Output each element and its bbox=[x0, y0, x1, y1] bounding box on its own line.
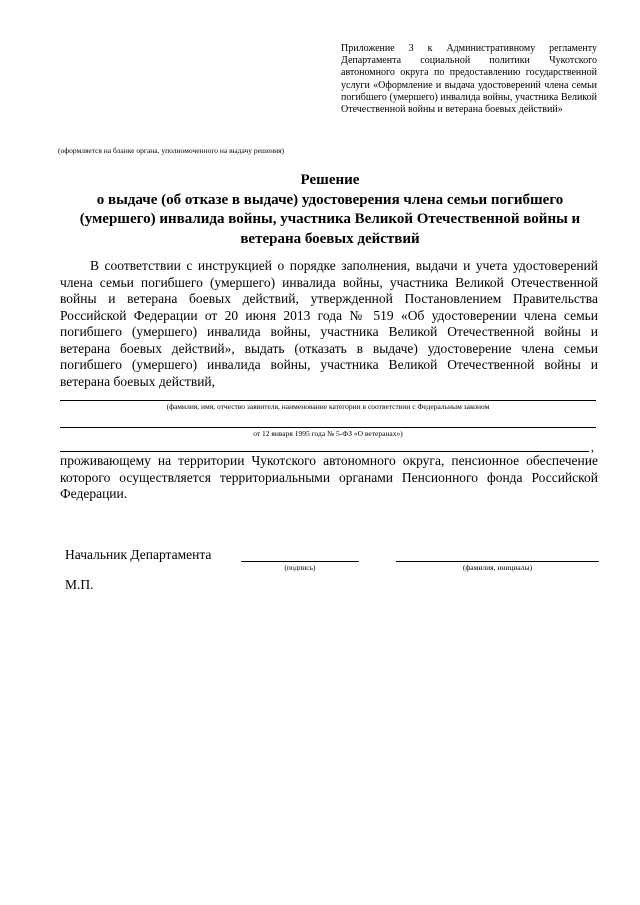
signatory-title: Начальник Департамента bbox=[65, 547, 212, 562]
appendix-note: Приложение 3 к Административному регламенту Департамента социальной политики Чукотского автономного округа по предоставлению государственной услуги «Оформление и выдача удостоверений члена семьи погибшего (умершего) инвалида войны, участника Великой Отечественной войны и ветерана боевых действий» bbox=[341, 43, 597, 116]
applicant-line bbox=[60, 400, 596, 401]
signature-caption: (подпись) bbox=[284, 563, 316, 572]
title-line-1: Решение bbox=[300, 172, 360, 188]
title-line-4: ветерана боевых действий bbox=[240, 230, 420, 247]
category-line bbox=[60, 427, 596, 428]
extra-line bbox=[60, 451, 589, 452]
applicant-caption: (фамилия, имя, отчество заявителя, наименование категории в соответствии с Федеральным законом bbox=[166, 402, 490, 411]
law-caption: от 12 января 1995 года № 5-ФЗ «О ветеранах») bbox=[253, 429, 403, 438]
signature-line bbox=[241, 561, 359, 562]
document-title bbox=[60, 171, 600, 249]
closing-paragraph: проживающему на территории Чукотского автономного округа, пенсионное обеспечение которого осуществляется территориальными органами Пенсионного фонда Российской Федерации. bbox=[60, 453, 598, 501]
name-line bbox=[396, 561, 599, 562]
blank-note: (оформляется на бланке органа, уполномоченного на выдачу решения) bbox=[58, 146, 285, 155]
name-caption: (фамилия, инициалы) bbox=[462, 563, 533, 572]
title-line-3: (умершего) инвалида войны, участника Великой Отечественной войны и bbox=[79, 211, 581, 227]
body-paragraph: В соответствии с инструкцией о порядке заполнения, выдачи и учета удостоверений члена семьи погибшего (умершего) инвалида войны, участника Великой Отечественной войны и ветерана боевых действий, утвержденной Постановлением Правительства Российской Федерации от 20 июня 2013 года № 519 «Об удостоверении члена семьи погибшего (умершего) инвалида войны, участника Великой Отечественной войны и ветерана боевых действий», выдать (отказать в выдаче) удостоверение члена семьи погибшего (умершего) инвалида войны, участника Великой Отечественной войны и ветерана боевых действий, bbox=[60, 258, 598, 389]
title-line-2: о выдаче (об отказе в выдаче) удостоверения члена семьи погибшего bbox=[96, 191, 564, 208]
line-comma: , bbox=[591, 440, 594, 454]
stamp-label: М.П. bbox=[65, 577, 94, 592]
